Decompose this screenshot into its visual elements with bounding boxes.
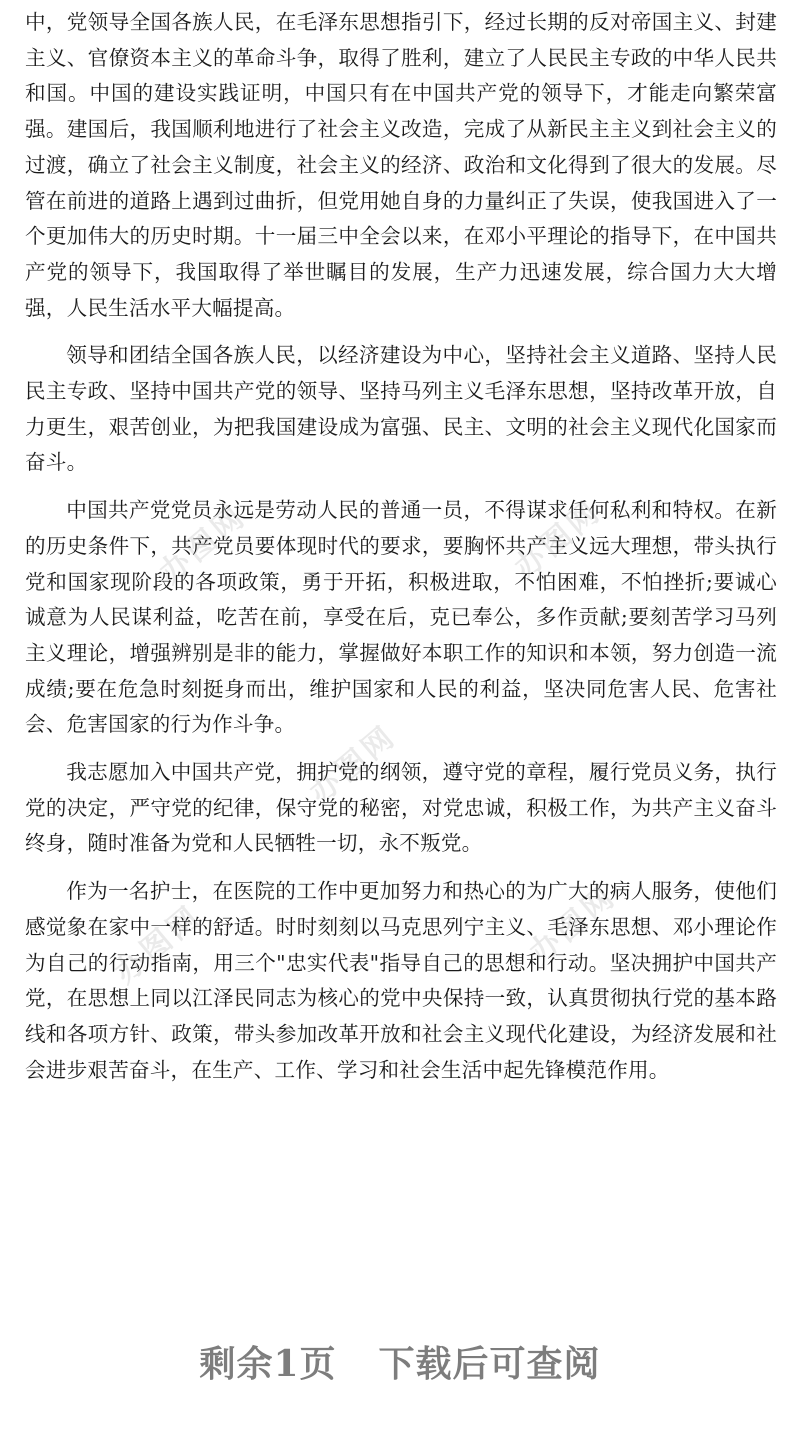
download-to-view-label: 下载后可查阅	[378, 1343, 601, 1385]
watermark-image: 办图网	[302, 718, 404, 811]
paragraph-1: 中，党领导全国各族人民，在毛泽东思想指引下，经过长期的反对帝国主义、封建主义、官僚资本主义的革命斗争，取得了胜利，建立了人民民主专政的中华人民共和国。中国的建设实践证明，中国只有在中国共产党的领导下，才能走向繁荣富强。建国后，我国顺利地进行了社会主义改造，完成了从新民主主义到社会主义的过渡，确立了社会主义制度，社会主义的经济、政治和文化得到了很大的发展。尽管在前进的道路上遇到过曲折，但党用她自身的力量纠正了失误，使我国进入了一个更加伟大的历史时期。十一届三中全会以来，在邓小平理论的指导下，在中国共产党的领导下，我国取得了举世瞩目的发展，生产力迅速发展，综合国力大大增强，人民生活水平大幅提高。	[25, 10, 777, 320]
watermark-image: 办图网	[107, 898, 209, 991]
paragraph-2: 领导和团结全国各族人民，以经济建设为中心，坚持社会主义道路、坚持人民民主专政、坚持中国共产党的领导、坚持马列主义毛泽东思想，坚持改革开放，自力更生，艰苦创业，为把我国建设成为富强、民主、文明的社会主义现代化国家而奋斗。	[25, 343, 777, 475]
paragraph-4: 我志愿加入中国共产党，拥护党的纲领，遵守党的章程，履行党员义务，执行党的决定，严守党的纪律，保守党的秘密，对党忠诚，积极工作，为共产主义奋斗终身，随时准备为党和人民牺牲一切，永不叛党。	[25, 760, 777, 856]
remaining-pages-label: 剩余1页	[199, 1343, 337, 1385]
paragraph-3: 中国共产党党员永远是劳动人民的普通一员，不得谋求任何私利和特权。在新的历史条件下，共产党员要体现时代的要求，要胸怀共产主义远大理想，带头执行党和国家现阶段的各项政策，勇于开拓，积极进取，不怕困难，不怕挫折;要诚心诚意为人民谋利益，吃苦在前，享受在后，克已奉公，多作贡献;要刻苦学习马列主义理论，增强辨别是非的能力，掌握做好本职工作的知识和本领，努力创造一流成绩;要在危急时刻挺身而出，维护国家和人民的利益，坚决同危害人民、危害社会、危害国家的行为作斗争。	[25, 498, 777, 737]
watermark-image: 办图网	[507, 493, 609, 586]
download-prompt[interactable]	[0, 1336, 800, 1387]
watermark-image: 办图网	[522, 878, 624, 971]
paragraph-5: 作为一名护士，在医院的工作中更加努力和热心的为广大的病人服务，使他们感觉象在家中一样的舒适。时时刻刻以马克思列宁主义、毛泽东思想、邓小理论作为自己的行动指南，用三个"忠实代表"指导自己的思想和行动。坚决拥护中国共产党，在思想上同以江泽民同志为核心的党中央保持一致，认真贯彻执行党的基本路线和各项方针、政策，带头参加改革开放和社会主义现代化建设，为经济发展和社会进步艰苦奋斗，在生产、工作、学习和社会生活中起先锋模范作用。	[25, 879, 777, 1082]
document-body	[25, 5, 777, 1100]
watermark-image: 办图网	[152, 498, 254, 591]
